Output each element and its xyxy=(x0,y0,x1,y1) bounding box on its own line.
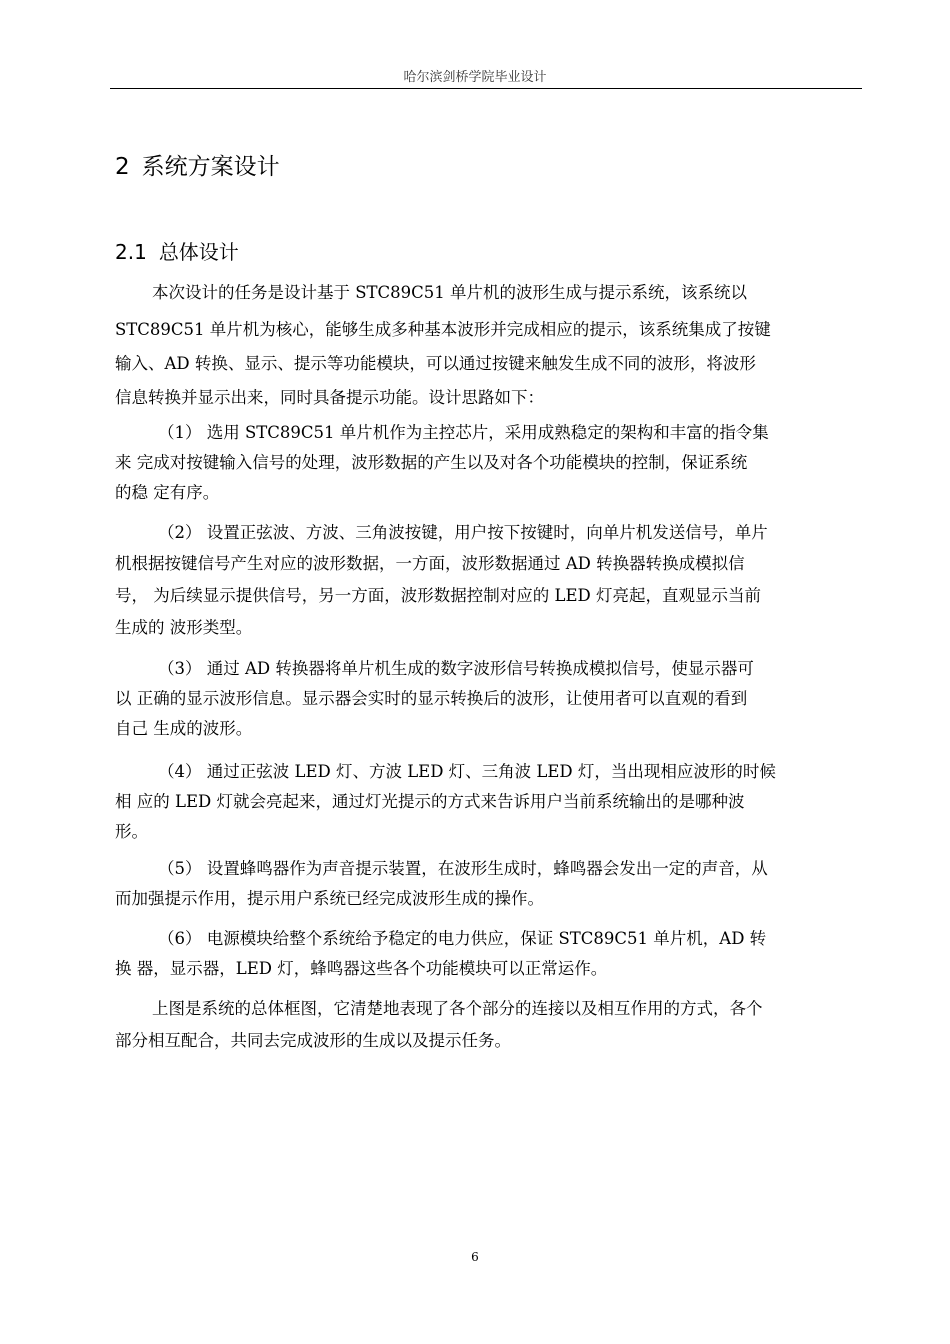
design-item-6-line: 换 器，显示器，LED 灯，蜂鸣器这些各个功能模块可以正常运作。 xyxy=(115,959,608,978)
intro-line: 信息转换并显示出来，同时具备提示功能。设计思路如下： xyxy=(115,388,544,407)
design-item-5-line: 而加强提示作用，提示用户系统已经完成波形生成的操作。 xyxy=(115,889,544,908)
design-item-1-line: （1） 选用 STC89C51 单片机作为主控芯片，采用成熟稳定的架构和丰富的指令集 xyxy=(158,423,769,442)
design-item-6-line: （6） 电源模块给整个系统给予稳定的电力供应，保证 STC89C51 单片机，AD 转 xyxy=(158,929,767,948)
section-heading xyxy=(115,236,239,265)
design-item-3-line: 以 正确的显示波形信息。显示器会实时的显示转换后的波形，让使用者可以直观的看到 xyxy=(115,689,748,708)
intro-line: STC89C51 单片机为核心，能够生成多种基本波形并完成相应的提示，该系统集成了按键 xyxy=(115,320,771,339)
design-item-3-line: （3） 通过 AD 转换器将单片机生成的数字波形信号转换成模拟信号，使显示器可 xyxy=(158,659,754,678)
page-number: 6 xyxy=(471,1250,479,1264)
design-item-2-line: 号， 为后续显示提供信号，另一方面，波形数据控制对应的 LED 灯亮起，直观显示当前 xyxy=(115,586,761,605)
chapter-number: 2 xyxy=(115,154,130,180)
design-item-1-line: 的稳 定有序。 xyxy=(115,483,220,502)
design-item-2-line: （2） 设置正弦波、方波、三角波按键，用户按下按键时，向单片机发送信号，单片 xyxy=(158,523,768,542)
design-item-3-line: 自己 生成的波形。 xyxy=(115,719,253,738)
running-header: 哈尔滨剑桥学院毕业设计 xyxy=(403,70,547,85)
section-title: 总体设计 xyxy=(158,240,239,264)
design-item-4-line: （4） 通过正弦波 LED 灯、方波 LED 灯、三角波 LED 灯，当出现相应波形的时候 xyxy=(158,762,776,781)
closing-line: 部分相互配合，共同去完成波形的生成以及提示任务。 xyxy=(115,1031,511,1050)
chapter-title: 系统方案设计 xyxy=(141,154,280,180)
intro-line: 输入、AD 转换、显示、提示等功能模块，可以通过按键来触发生成不同的波形，将波形 xyxy=(115,354,756,373)
closing-line: 上图是系统的总体框图，它清楚地表现了各个部分的连接以及相互作用的方式，各个 xyxy=(152,999,763,1018)
design-item-4-line: 相 应的 LED 灯就会亮起来，通过灯光提示的方式来告诉用户当前系统输出的是哪种波 xyxy=(115,792,745,811)
design-item-2-line: 机根据按键信号产生对应的波形数据，一方面，波形数据通过 AD 转换器转换成模拟信 xyxy=(115,554,745,573)
chapter-heading xyxy=(115,148,280,181)
design-item-4-line: 形。 xyxy=(115,822,148,841)
section-number: 2.1 xyxy=(115,240,147,264)
header-divider xyxy=(110,88,862,89)
design-item-5-line: （5） 设置蜂鸣器作为声音提示装置，在波形生成时，蜂鸣器会发出一定的声音，从 xyxy=(158,859,768,878)
design-item-2-line: 生成的 波形类型。 xyxy=(115,618,253,637)
design-item-1-line: 来 完成对按键输入信号的处理，波形数据的产生以及对各个功能模块的控制，保证系统 xyxy=(115,453,748,472)
intro-line: 本次设计的任务是设计基于 STC89C51 单片机的波形生成与提示系统，该系统以 xyxy=(152,283,748,302)
